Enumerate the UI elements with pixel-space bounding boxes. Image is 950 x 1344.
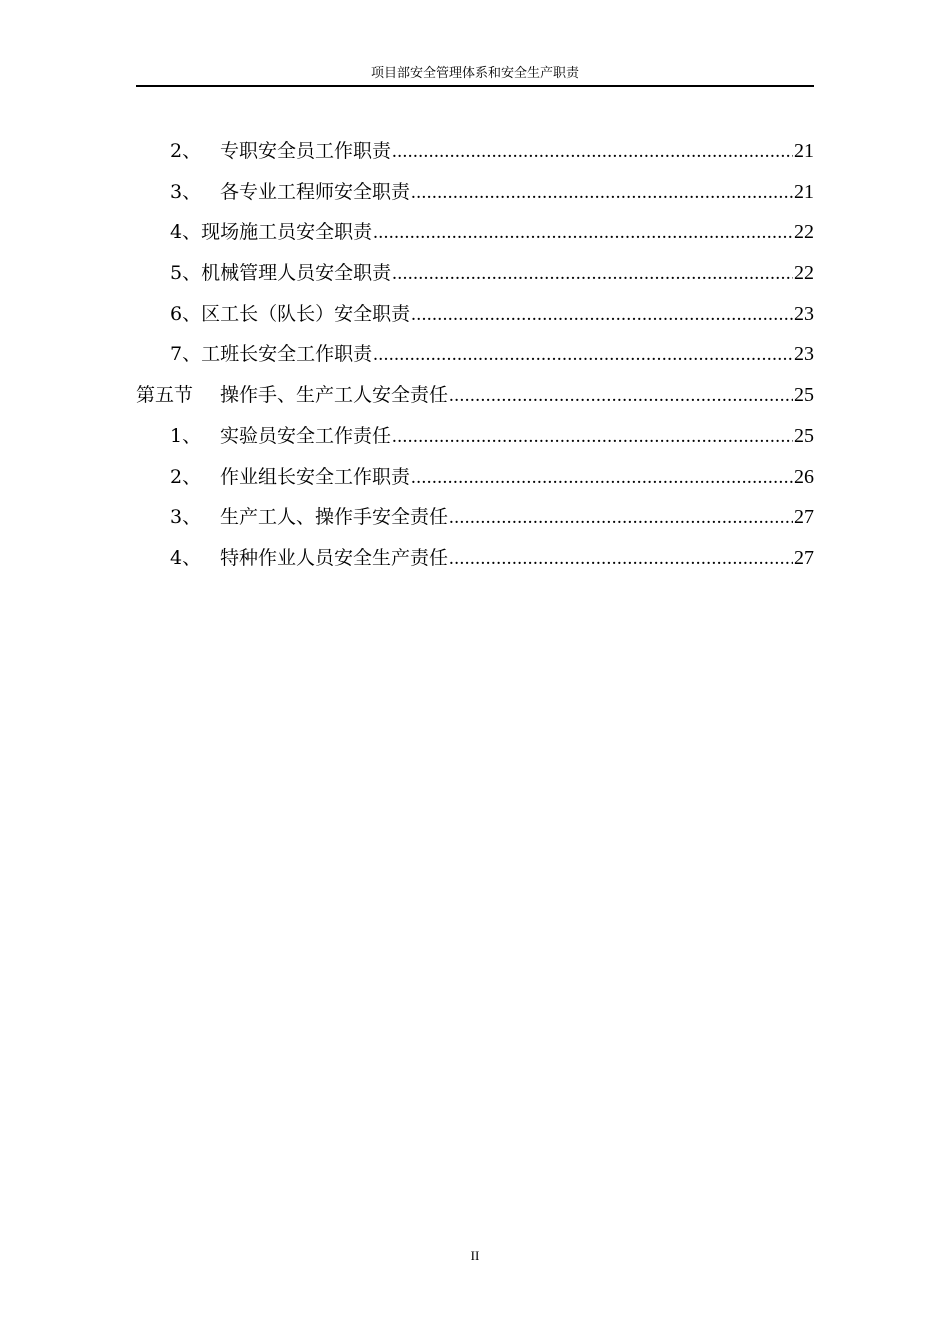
toc-entry-page: 26 (794, 465, 814, 488)
toc-entry-title: 作业组长安全工作职责 (220, 465, 411, 488)
toc-entry-title: 各专业工程师安全职责 (220, 180, 411, 203)
toc-dot-leader (411, 458, 793, 498)
table-of-contents (136, 131, 814, 579)
toc-entry-number: 5、 (170, 262, 202, 285)
toc-entry-page: 21 (794, 140, 814, 162)
toc-entry-number: 第五节 (136, 384, 194, 407)
toc-entry-title: 实验员安全工作责任 (220, 424, 392, 447)
toc-entry-page: 27 (794, 506, 814, 529)
toc-entry-page: 22 (794, 262, 814, 285)
toc-entry-number: 2、 (170, 465, 202, 488)
toc-entry[interactable] (136, 497, 814, 538)
toc-entry-number: 1、 (170, 424, 202, 447)
toc-entry-number: 4、 (170, 221, 202, 244)
toc-entry-title: 工班长安全工作职责 (201, 343, 373, 366)
toc-section-entry[interactable] (136, 375, 814, 416)
toc-entry-page: 22 (794, 221, 814, 244)
toc-entry[interactable] (136, 334, 814, 375)
toc-entry-title: 专职安全员工作职责 (220, 140, 392, 162)
toc-entry-page: 23 (794, 343, 814, 366)
toc-entry-title: 操作手、生产工人安全责任 (220, 384, 449, 407)
toc-entry-number: 3、 (170, 180, 202, 203)
toc-entry[interactable] (136, 131, 814, 172)
page-header: 项目部安全管理体系和安全生产职责 (370, 66, 579, 81)
page-number: II (470, 1248, 480, 1263)
toc-entry-page: 23 (794, 302, 814, 325)
toc-entry-number: 7、 (170, 343, 202, 366)
toc-entry-page: 25 (794, 384, 814, 407)
toc-entry[interactable] (136, 253, 814, 294)
toc-entry-title: 生产工人、操作手安全责任 (220, 506, 449, 529)
toc-entry-title: 区工长（队长）安全职责 (201, 302, 411, 325)
toc-entry-number: 3、 (170, 506, 202, 529)
toc-dot-leader (392, 132, 793, 172)
toc-entry[interactable] (136, 416, 814, 457)
toc-dot-leader (449, 498, 793, 538)
toc-dot-leader (373, 335, 793, 375)
toc-dot-leader (373, 213, 793, 253)
toc-dot-leader (411, 295, 793, 335)
toc-entry[interactable] (136, 172, 814, 213)
toc-entry-page: 25 (794, 424, 814, 447)
toc-entry[interactable] (136, 212, 814, 253)
toc-entry[interactable] (136, 294, 814, 335)
toc-entry-number: 4、 (170, 546, 202, 569)
toc-dot-leader (392, 417, 793, 457)
toc-entry-title: 机械管理人员安全职责 (201, 262, 392, 285)
toc-entry-title: 现场施工员安全职责 (201, 221, 373, 244)
toc-entry-page: 21 (794, 180, 814, 203)
toc-entry[interactable] (136, 457, 814, 498)
toc-entry-title: 特种作业人员安全生产责任 (220, 546, 449, 569)
toc-dot-leader (449, 376, 793, 416)
toc-dot-leader (392, 254, 793, 294)
header-rule (136, 85, 814, 87)
toc-dot-leader (449, 539, 793, 579)
toc-entry-page: 27 (794, 546, 814, 569)
toc-dot-leader (411, 173, 793, 213)
toc-entry-number: 6、 (170, 302, 202, 325)
toc-entry[interactable] (136, 538, 814, 579)
toc-entry-number: 2、 (170, 140, 202, 162)
